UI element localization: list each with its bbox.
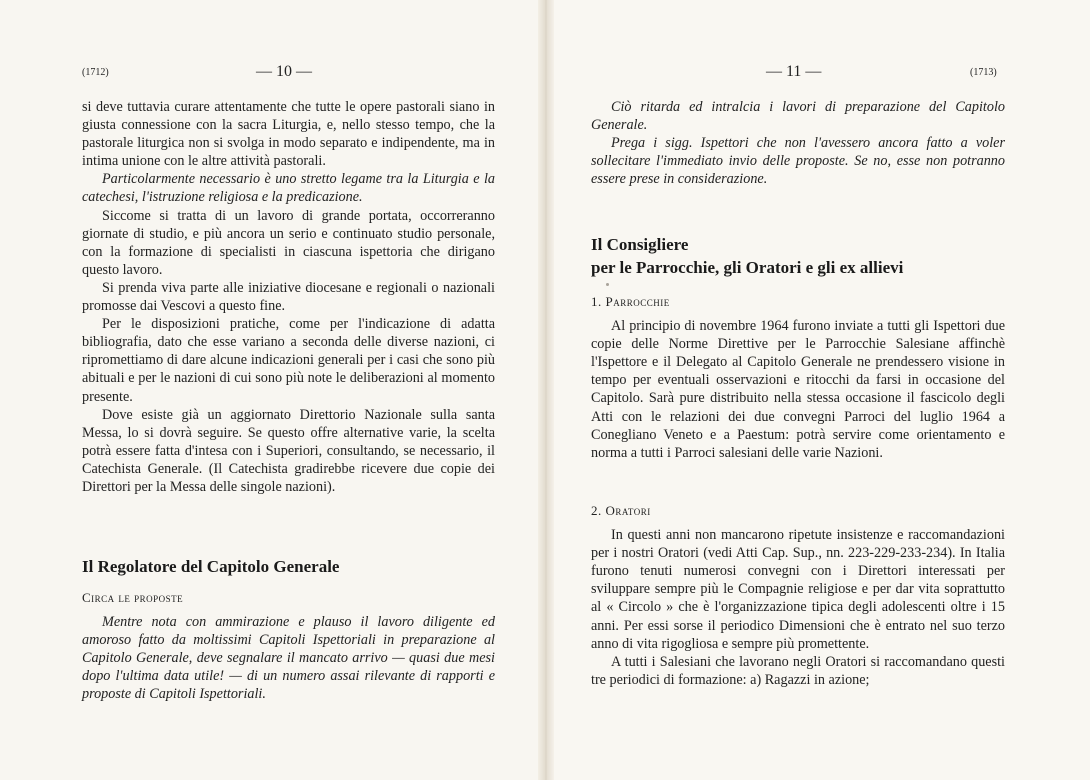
right-section-number: (1713) — [970, 67, 997, 78]
paragraph: A tutti i Salesiani che lavorano negli Oratori si raccomandano questi tre periodici di formazione: a) Ragazzi in azione; — [591, 653, 1005, 688]
left-body — [82, 98, 495, 496]
left-section-number: (1712) — [82, 67, 109, 78]
subsection-title: 1. Parrocchie — [591, 294, 670, 309]
subheading: Circa le proposte — [82, 590, 184, 605]
right-page-number: — 11 — — [766, 63, 822, 80]
print-speck — [606, 283, 609, 286]
paragraph: Dove esiste già un aggiornato Direttorio Nazionale sulla santa Messa, lo si dovrà seguire. Se questo offre alternative varie, la scelta potrà essere fatta d'intesa con i Superiori, consultando, se necessario, il Catechista Generale. (Il Catechista gradirebbe ricevere due copie dei Direttori per la Messa delle singole nazioni). — [82, 406, 495, 495]
section-heading-line-2: per le Parrocchie, gli Oratori e gli ex allievi — [591, 258, 904, 277]
paragraph: si deve tuttavia curare attentamente che tutte le opere pastorali siano in giusta connessione con la sacra Liturgia, e, nello stesso tempo, che la pastorale liturgica non si svolga in modo separato e indipendente, ma in intima unione con le altre attività pastorali. — [82, 99, 495, 170]
left-page-number: — 10 — — [256, 63, 312, 80]
section-heading-line-1: Il Consigliere — [591, 235, 689, 254]
paragraph: Per le disposizioni pratiche, come per l'indicazione di adatta bibliografia, dato che esse variano a seconda delle diverse nazioni, ci ripromettiamo di dare alcune indicazioni generali per i casi che sono più abituali e per le nazioni di cui sono più note le deliberazioni al momento presente. — [82, 316, 495, 405]
right-intro — [591, 98, 1005, 188]
subsection-title: 2. Oratori — [591, 503, 651, 518]
paragraph: Mentre nota con ammirazione e plauso il lavoro diligente ed amoroso fatto da moltissimi Capitoli Ispettoriali in preparazione al Capitolo Generale, deve segnalare il mancato arrivo — quasi due mesi dopo l'ultima data utile! — di un numero assai rilevante di rapporti e proposte di Capitoli Ispettoriali. — [82, 614, 495, 703]
left-section — [82, 555, 495, 704]
oratori-section — [591, 502, 1005, 689]
right-section — [591, 233, 1005, 279]
paragraph: Particolarmente necessario è uno stretto legame tra la Liturgia e la catechesi, l'istruzione religiosa e la predicazione. — [82, 171, 495, 206]
paragraph: Siccome si tratta di un lavoro di grande portata, occorreranno giornate di studio, e più ancora un serio e continuato studio personale, con la formazione di specialisti in ciascuna ispettoria che dirigano questo lavoro. — [82, 207, 495, 278]
parrocchie-section — [591, 293, 1005, 462]
paragraph: Ciò ritarda ed intralcia i lavori di preparazione del Capitolo Generale. — [591, 99, 1005, 134]
paragraph: In questi anni non mancarono ripetute insistenze e raccomandazioni per i nostri Oratori (vedi Atti Cap. Sup., nn. 223-229-233-234). In Italia furono tenuti numerosi convegni con i Direttori interessati per sviluppare sempre più le Compagnie religiose e per dar vita soprattutto al « Circolo » che è l'organizzazione tipica degli adolescenti oltre i 15 anni. Per essi sorse il periodico Dimensioni che è entrato nel suo terzo anno di vita rigogliosa e sempre più promettente. — [591, 527, 1005, 652]
right-page — [546, 0, 1090, 780]
paragraph: Si prenda viva parte alle iniziative diocesane e regionali o nazionali promosse dai Vescovi a questo fine. — [82, 279, 495, 315]
book-spine — [538, 0, 554, 780]
paragraph: Al principio di novembre 1964 furono inviate a tutti gli Ispettori due copie delle Norme Direttive per le Parrocchie Salesiane affinchè l'Ispettore e il Delegato al Capitolo Generale ne prendessero visione in tempo per eventuali osservazioni e ritocchi da farsi in occasione del Capitolo. Sarà pure distribuito nella stessa occasione il fascicolo degli Atti con le relazioni dei due convegni Parroci del luglio 1964 a Conegliano Veneto e a Paestum: potrà servire come orientamento e norma a tutti i Parroci salesiani delle varie Nazioni. — [591, 318, 1005, 461]
section-heading: Il Regolatore del Capitolo Generale — [82, 557, 340, 576]
paragraph: Prega i sigg. Ispettori che non l'avessero ancora fatto a voler sollecitare l'immediato invio delle proposte. Se no, esse non potranno essere prese in considerazione. — [591, 135, 1005, 188]
